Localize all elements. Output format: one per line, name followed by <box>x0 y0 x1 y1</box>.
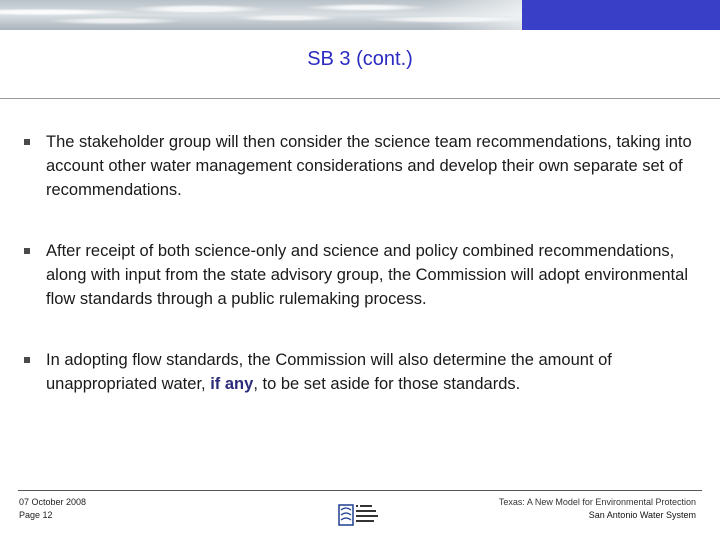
footer-date: 07 October 2008 <box>19 497 87 507</box>
slide-title: SB 3 (cont.) <box>307 48 413 70</box>
bullet-text: After receipt of both science-only and science and policy combined recommendations, along with input from the state advisory group, the Commission will adopt environmental flow standards through a public rulemaking process. <box>46 242 688 308</box>
header-fade <box>430 0 522 30</box>
footer-divider <box>18 490 702 491</box>
footer-left <box>19 496 86 522</box>
square-bullet-icon <box>24 139 30 145</box>
footer-tagline: Texas: A New Model for Environmental Protection <box>498 497 696 507</box>
bullet-text: , to be set aside for those standards. <box>253 375 521 393</box>
bullet-item <box>22 130 702 202</box>
square-bullet-icon <box>24 248 30 254</box>
footer-right <box>499 496 696 522</box>
header-color-band <box>522 0 720 30</box>
footer-organization: San Antonio Water System <box>588 510 696 520</box>
bullet-emphasis: if any <box>210 375 254 393</box>
bullet-text: The stakeholder group will then consider the science team recommendations, taking into account other water management considerations and develop their own separate set of recommendations. <box>46 133 692 199</box>
header-banner <box>0 0 720 30</box>
title-divider <box>0 98 720 99</box>
footer-page-number: Page 12 <box>19 510 53 520</box>
square-bullet-icon <box>24 357 30 363</box>
saws-logo-icon <box>338 502 382 528</box>
bullet-item <box>22 239 702 311</box>
bullet-text: In adopting flow standards, the Commission will also determine the amount of unappropriated water, <box>46 351 612 393</box>
bullet-item <box>22 348 702 396</box>
bullet-list <box>22 130 702 396</box>
